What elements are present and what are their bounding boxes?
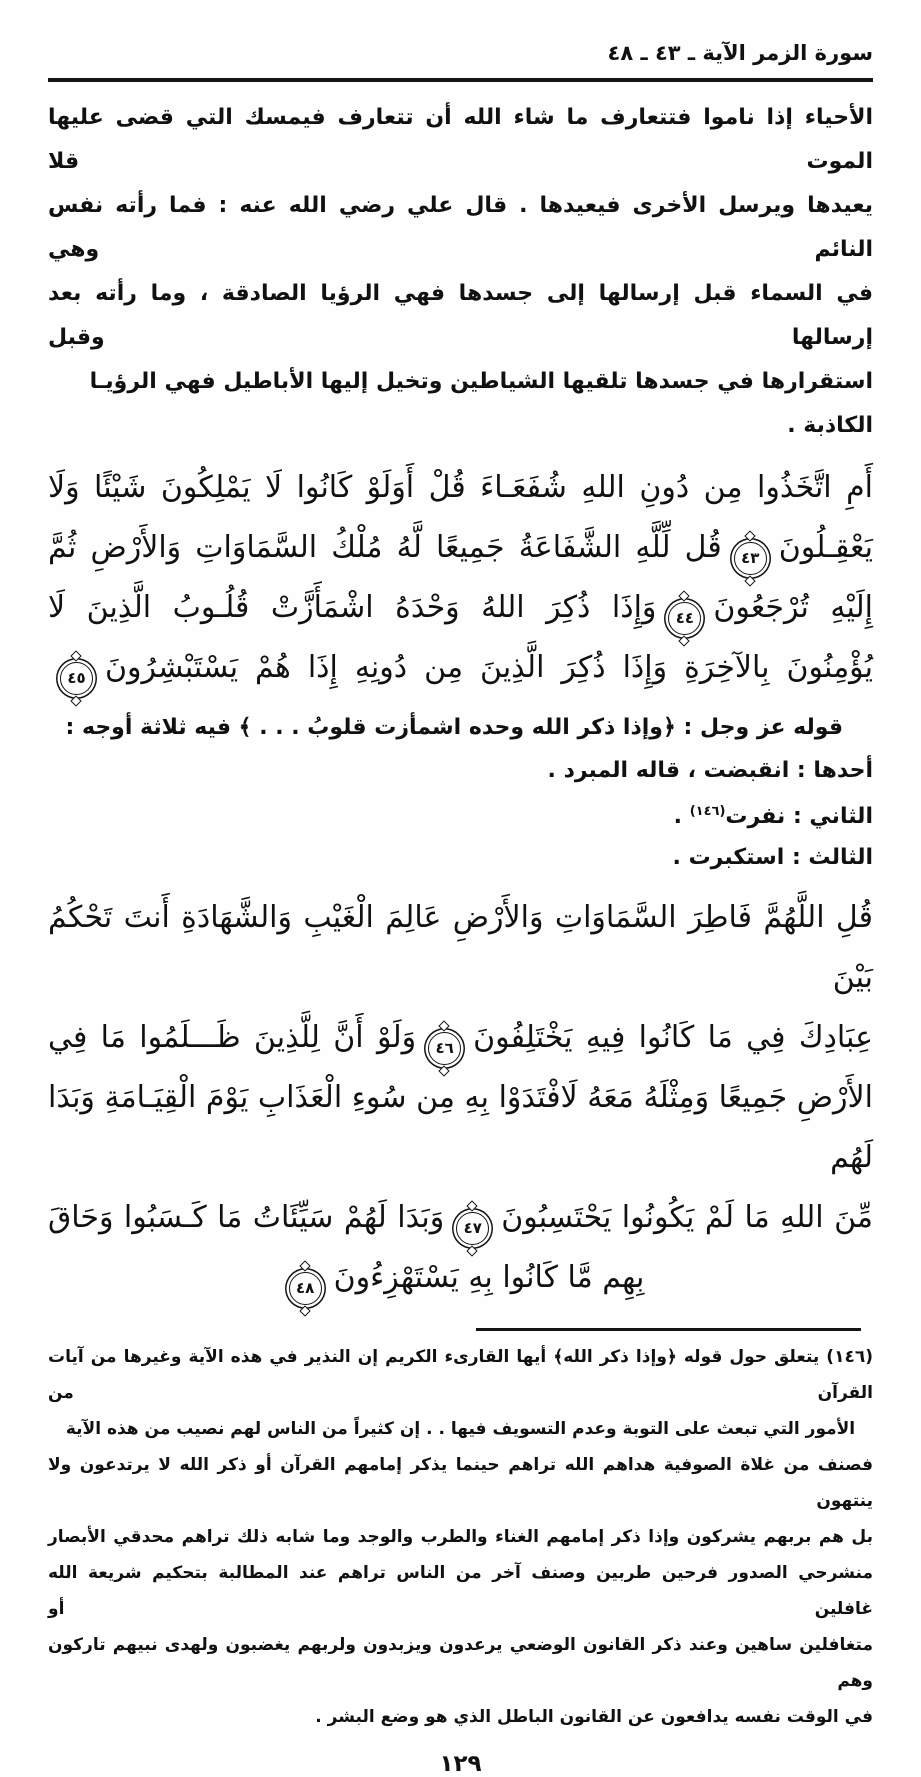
footnote-reference: (١٤٦) [689,804,726,819]
page-footer [48,1328,873,1777]
quran-line [48,1068,873,1188]
footnote-line: بل هم بربهم يشركون وإذا ذكر إمامهم الغناء والطرب والوجد وما شابه ذلك تراهم محدقي الأبصار [48,1527,873,1547]
footnote-separator [476,1328,861,1331]
verse-text: قُلِ اللَّهُمَّ فَاطِرَ السَّمَاوَاتِ وَالأَرْضِ عَالِمَ الْغَيْبِ وَالشَّهَادَةِ أَنتَ تَحْكُمُ بَيْنَ [48,900,873,995]
commentary-item [48,750,873,791]
ayah-number-marker: ٤٤ [668,602,701,635]
quran-line [48,1008,873,1068]
quran-line [48,1188,873,1248]
page-number: ١٢٩ [439,1751,482,1777]
quran-block-2 [48,888,873,1308]
verse-text: بِهِم مَّا كَانُوا بِهِ يَسْتَهْزِءُونَ [333,1260,645,1295]
surah-header [48,36,873,82]
text-line: يعيدها ويرسل الأخرى فيعيدها . قال علي رضي الله عنه : فما رأته نفس النائم وهي [48,193,873,262]
commentary-item [48,791,873,837]
footnote-line: في الوقت نفسه يدافعون عن القانون الباطل الذي هو وضع البشر . [315,1707,873,1727]
text-line: في السماء قبل إرسالها إلى جسدها فهي الرؤيا الصادقة ، وما رأته بعد إرسالها وقبل [48,281,873,350]
footnote-section [48,1339,873,1735]
verse-text: يُؤْمِنُونَ بِالآخِرَةِ وَإِذَا ذُكِرَ الَّذِينَ مِن دُونِهِ إِذَا هُمْ يَسْتَبْشِرُونَ [105,650,873,685]
commentary-items [48,750,873,878]
ayah-number-marker: ٤٣ [734,542,767,575]
commentary-item-text: الثاني : نفرت [725,804,873,829]
verse-text: عِبَادِكَ فِي مَا كَانُوا فِيهِ يَخْتَلِفُونَ [473,1020,873,1055]
commentary-item-text: أحدها : انقبضت ، قاله المبرد . [547,758,873,783]
verse-text: الأَرْضِ جَمِيعًا وَمِثْلَهُ مَعَهُ لَافْتَدَوْا بِهِ مِن سُوءِ الْعَذَابِ يَوْمَ الْقِيَـامَةِ وَبَدَا لَهُم [48,1080,873,1175]
quran-block-1 [48,458,873,698]
text-line: استقرارها في جسدها تلقيها الشياطين وتخيل إليها الأباطيل فهي الرؤيـا الكاذبة . [89,369,873,438]
footnote-line: (١٤٦) يتعلق حول قوله ﴿وإذا ذكر الله﴾ أيها القارىء الكريم إن النذير في هذه الآية وغيرها من آيات القرآن من [48,1347,873,1403]
header-rule [48,78,873,82]
commentary-item-text: الثالث : استكبرت . [672,845,873,870]
commentary-section [48,706,873,878]
quran-line [48,458,873,518]
verse-text: إِلَيْهِ تُرْجَعُونَ [713,590,873,625]
verse-text: وَبَدَا لَهُمْ سَيِّئَاتُ مَا كَـسَبُوا وَحَاقَ [48,1200,445,1235]
quran-line [48,1248,873,1308]
text-line: الأحياء إذا ناموا فتتعارف ما شاء الله أن تتعارف فيمسك التي قضى عليها الموت قلا [48,105,873,174]
footnote-line: الأمور التي تبعث على التوبة وعدم التسويف فيها . . إن كثيراً من الناس لهم نصيب من هذه الآية [65,1419,856,1439]
ayah-number-marker: ٤٦ [428,1032,461,1065]
verse-text: أَمِ اتَّخَذُوا مِن دُونِ اللهِ شُفَعَـاءَ قُلْ أَوَلَوْ كَانُوا لَا يَمْلِكُونَ شَيْئًا وَلَا [48,470,873,505]
commentary-item [48,837,873,878]
footnote-line: فصنف من غلاة الصوفية هداهم الله تراهم حينما يذكر إمامهم القرآن أو ذكر الله لا يرتدعون ولا ينتهون [48,1455,873,1511]
footnote-line: منشرحي الصدور فرحين طربين وصنف آخر من الناس تراهم عند المطالبة بتحكيم شريعة الله غافلين أو [48,1563,873,1619]
verse-text: مِّنَ اللهِ مَا لَمْ يَكُونُوا يَحْتَسِبُونَ [501,1200,873,1235]
verse-text: قُل لِّلَّهِ الشَّفَاعَةُ جَمِيعًا لَّهُ مُلْكُ السَّمَاوَاتِ وَالأَرْضِ ثُمَّ [48,530,722,565]
verse-text: وَإِذَا ذُكِرَ اللهُ وَحْدَهُ اشْمَأَزَّتْ قُلُـوبُ الَّذِينَ لَا [48,590,657,625]
ayah-number-marker: ٤٥ [60,662,93,695]
quran-line [48,888,873,1008]
surah-header-title: سورة الزمر الآية ـ ٤٣ ـ ٤٨ [607,41,873,65]
verse-text: يَعْقِـلُونَ [778,530,873,565]
verse-text: وَلَوْ أَنَّ لِلَّذِينَ ظَـــلَمُوا مَا فِي [48,1020,417,1055]
commentary-intro: قوله عز وجل : ﴿وإذا ذكر الله وحده اشمأزت قلوبُ . . . ﴾ فيه ثلاثة أوجه : [65,715,843,740]
quran-line [48,638,873,698]
ayah-number-marker: ٤٨ [289,1272,322,1305]
ayah-number-marker: ٤٧ [456,1212,489,1245]
intro-paragraph [48,96,873,448]
quran-line [48,518,873,578]
commentary-item-tail: . [673,804,690,829]
footnote-line: متغافلين ساهين وعند ذكر القانون الوضعي يرعدون ويزبدون ولربهم يغضبون ولهدى نبيهم تاركون وهم [48,1635,873,1691]
